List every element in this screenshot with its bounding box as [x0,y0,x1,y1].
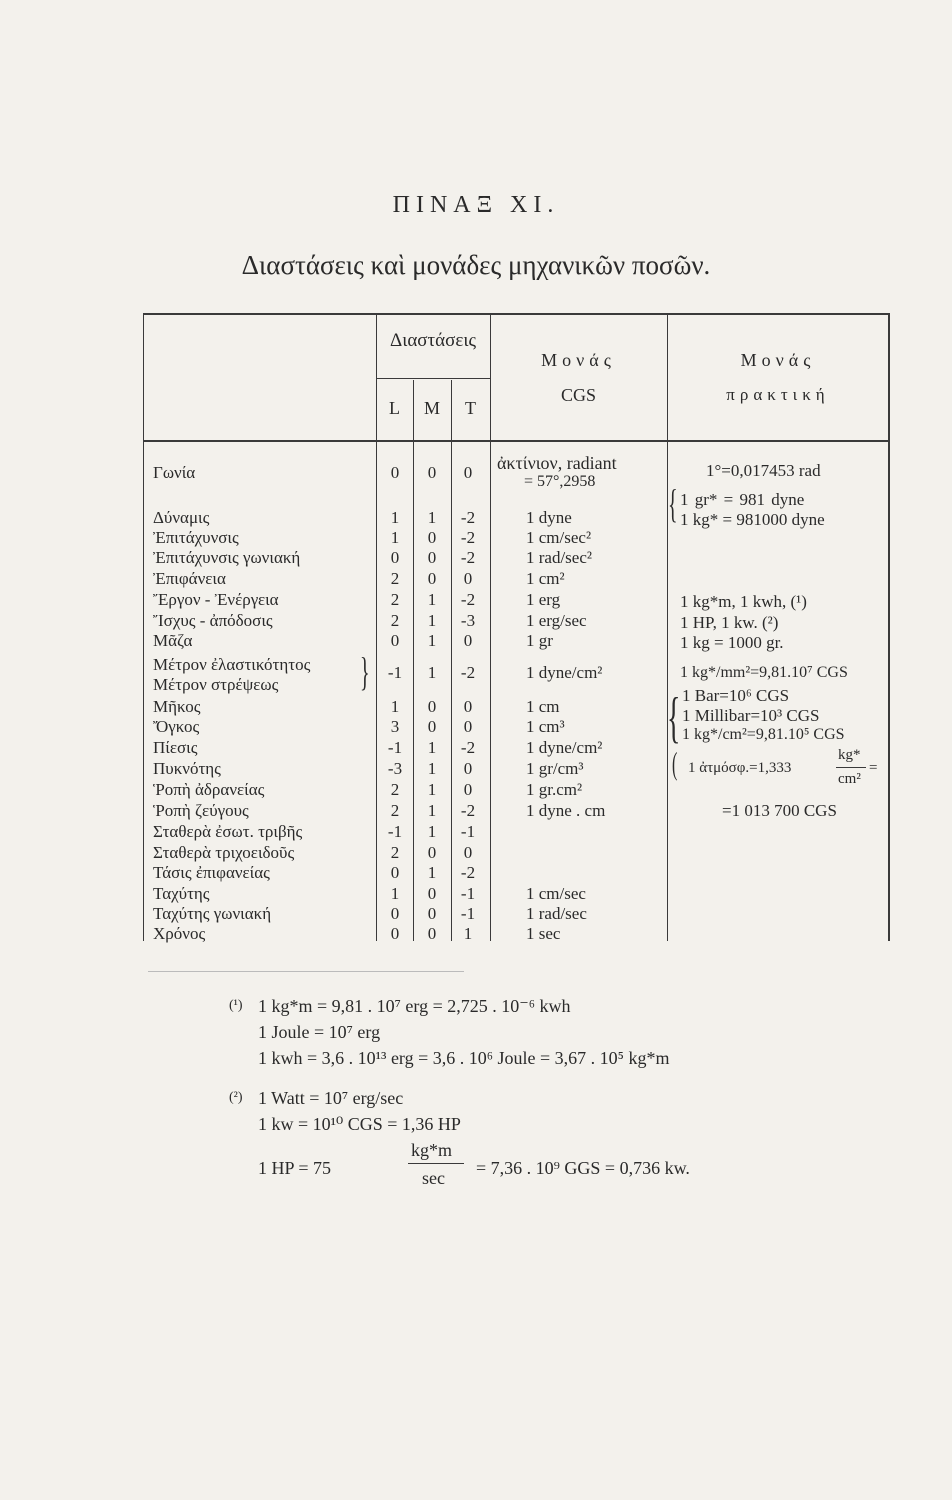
cgs-unit: 1 cm [526,697,560,716]
dim-M: 0 [427,924,437,943]
dim-M: 0 [427,569,437,588]
dim-M: 1 [427,611,437,630]
dim-L: 0 [390,924,400,943]
practical-angle: 1°=0,017453 rad [706,461,821,480]
header-L: L [389,398,400,418]
dim-L: 0 [390,463,400,482]
practical-power: 1 HP, 1 kw. (²) [680,613,779,632]
page-title: ΠΙΝΑΞ XI. [392,192,560,218]
practical-force2: 1 kg* = 981000 dyne [680,510,825,529]
col-divider-lm [413,380,414,941]
brace-left: { [668,481,678,526]
practical-atm-fraction-bar [836,767,866,768]
cgs-unit: 1 gr.cm² [526,780,583,799]
dim-T: -2 [460,738,476,757]
dim-T: -2 [460,508,476,527]
practical-bar: 1 Bar=10⁶ CGS [682,686,790,705]
header-M: M [423,398,440,418]
quantity-name: Ἔργον - Ἐνέργεια [153,590,279,609]
quantity-name: Ὄγκος [153,717,200,736]
dim-L: 1 [390,884,400,903]
cgs-unit: 1 cm/sec [526,884,586,903]
footnote-1-line2: 1 Joule = 10⁷ erg [258,1022,381,1042]
cgs-unit: 1 dyne/cm² [526,738,603,757]
header-dimensions: Διαστάσεις [390,330,476,351]
quantity-name: Χρόνος [153,924,206,943]
quantity-name: Ῥοπὴ ἀδρανείας [153,780,265,799]
footnote-1-mark: (¹) [229,998,243,1013]
dim-L: -3 [387,759,403,778]
quantity-name: Σταθερὰ ἐσωτ. τριβῆς [153,822,303,841]
brace-left: ( [672,745,678,781]
dim-L: 1 [390,528,400,547]
practical-atm2: =1 013 700 CGS [722,801,837,820]
footnote-2-mark: (²) [229,1090,243,1105]
cgs-unit: 1 gr/cm³ [526,759,584,778]
quantity-name: Ἐπιτάχυνσις [153,528,239,547]
practical-energy: 1 kg*m, 1 kwh, (¹) [680,592,807,611]
practical-force1: 1 gr* = 981 dyne [680,490,805,509]
cgs-unit: 1 erg [526,590,561,609]
header-unit-cgs: Μονάς [541,350,616,370]
dim-T: -1 [460,822,476,841]
dim-T: 0 [463,569,473,588]
dim-L: 3 [390,717,400,736]
dim-M: 0 [427,548,437,567]
col-divider-dim-right [490,313,491,941]
cgs-unit: 1 cm³ [526,717,565,736]
cgs-unit: 1 dyne [526,508,572,527]
practical-atm-equals: = [869,760,878,776]
footnote-2-line1: 1 Watt = 10⁷ erg/sec [258,1088,404,1108]
dim-T: -1 [460,884,476,903]
dim-T: -2 [460,548,476,567]
dim-T: -3 [460,611,476,630]
brace-right: } [360,649,370,694]
dim-T: 0 [463,631,473,650]
quantity-name: Ταχύτης [153,884,210,903]
cgs-unit: 1 rad/sec [526,904,587,923]
col-divider-cgs-right [667,313,668,941]
dim-L: 0 [390,631,400,650]
practical-millibar: 1 Millibar=10³ CGS [682,706,820,725]
cgs-unit: 1 cm² [526,569,565,588]
dim-L: 0 [390,863,400,882]
header-T: T [465,398,476,418]
cgs-unit: 1 erg/sec [526,611,587,630]
footnote-2-line2: 1 kw = 10¹⁰ CGS = 1,36 HP [258,1114,461,1134]
cgs-unit: ἀκτίνιον, radiant [497,453,617,473]
quantity-name: Σταθερὰ τριχοειδοῦς [153,843,295,862]
quantity-name: Μᾶζα [153,631,193,650]
dim-M: 1 [427,631,437,650]
cgs-unit: 1 sec [526,924,561,943]
practical-atm-numerator: kg* [838,747,861,763]
table-left-border [143,313,144,941]
col-divider-mt [451,380,452,941]
header-unit-practical: Μονάς [740,350,816,370]
dim-T: -2 [460,590,476,609]
dim-T: -1 [460,904,476,923]
dim-L: 1 [390,508,400,527]
footnote-1-line1: 1 kg*m = 9,81 . 10⁷ erg = 2,725 . 10⁻⁶ kwh [258,996,571,1016]
quantity-name: Πυκνότης [153,759,221,778]
quantity-name: Ἴσχυς - ἀπόδοσις [153,611,273,630]
dim-M: 0 [427,884,437,903]
dim-L: -1 [387,663,403,682]
footnote-2-line3-cont: = 7,36 . 10⁹ GGS = 0,736 kw. [476,1158,690,1178]
brace-left: { [667,687,681,749]
dim-M: 0 [427,717,437,736]
dim-T: 0 [463,759,473,778]
dim-M: 1 [427,590,437,609]
dims-underline [376,378,490,379]
quantity-name: Μέτρον ἐλαστικότητος [153,655,311,674]
practical-mass: 1 kg = 1000 gr. [680,633,784,652]
cgs-unit: 1 cm/sec² [526,528,592,547]
dim-M: 1 [427,738,437,757]
footnote-divider [148,971,464,972]
page-subtitle: Διαστάσεις καὶ μονάδες μηχανικῶν ποσῶν. [241,250,711,280]
header-cgs: CGS [560,385,596,405]
dim-T: -2 [460,528,476,547]
dim-T: 1 [463,924,473,943]
dim-M: 1 [427,863,437,882]
quantity-name: Ταχύτης γωνιακή [153,904,272,923]
dim-L: 2 [390,843,400,862]
quantity-name: Δύναμις [153,508,210,527]
dim-T: 0 [463,780,473,799]
quantity-name: Ἐπιφάνεια [153,569,226,588]
table-right-border [888,313,890,941]
dim-L: 0 [390,904,400,923]
dim-L: 2 [390,801,400,820]
footnote-2-line3: 1 HP = 75 [258,1158,331,1178]
cgs-unit-line2: = 57°,2958 [524,473,596,490]
dim-L: -1 [387,822,403,841]
dim-M: 1 [427,801,437,820]
quantity-name: Ἐπιτάχυνσις γωνιακή [153,548,301,567]
dim-M: 0 [427,843,437,862]
cgs-unit: 1 dyne/cm² [526,663,603,682]
footnote-2-fraction-bar [408,1163,464,1164]
quantity-name: Τάσις ἐπιφανείας [153,863,270,882]
dim-L: 2 [390,780,400,799]
practical-kgcm: 1 kg*/cm²=9,81.10⁵ CGS [682,726,845,743]
dim-T: 0 [463,697,473,716]
dim-M: 0 [427,528,437,547]
table-header-rule [143,440,889,442]
dim-M: 1 [427,822,437,841]
cgs-unit: 1 gr [526,631,553,650]
quantity-name: Γωνία [153,463,196,482]
dim-T: -2 [460,663,476,682]
practical-atm-denominator: cm² [838,771,861,787]
quantity-name: Μῆκος [153,697,201,716]
dim-T: -2 [460,801,476,820]
quantity-name: Ῥοπὴ ζεύγους [153,801,249,820]
footnote-2-numerator: kg*m [411,1140,453,1160]
dim-L: 2 [390,590,400,609]
dim-T: -2 [460,863,476,882]
dim-M: 0 [427,697,437,716]
dim-M: 0 [427,463,437,482]
dim-M: 0 [427,904,437,923]
dim-T: 0 [463,463,473,482]
footnote-2-denominator: sec [422,1168,445,1188]
dim-M: 1 [427,759,437,778]
dim-T: 0 [463,843,473,862]
table-top-rule [143,313,889,315]
cgs-unit: 1 dyne . cm [526,801,606,820]
footnote-1-line3: 1 kwh = 3,6 . 10¹³ erg = 3,6 . 10⁶ Joule = 3,67 . 10⁵ kg*m [258,1048,670,1068]
dim-L: 2 [390,611,400,630]
dim-M: 1 [427,508,437,527]
quantity-name: Πίεσις [153,738,198,757]
dim-L: 1 [390,697,400,716]
header-practical: πρακτική [726,385,830,404]
dim-M: 1 [427,663,437,682]
dim-T: 0 [463,717,473,736]
quantity-name-line2: Μέτρον στρέψεως [153,675,279,694]
cgs-unit: 1 rad/sec² [526,548,592,567]
practical-elastic: 1 kg*/mm²=9,81.10⁷ CGS [680,664,848,681]
practical-atm: 1 ἀτμόσφ.=1,333 [688,760,792,776]
dim-L: -1 [387,738,403,757]
dim-M: 1 [427,780,437,799]
dim-L: 2 [390,569,400,588]
dim-L: 0 [390,548,400,567]
